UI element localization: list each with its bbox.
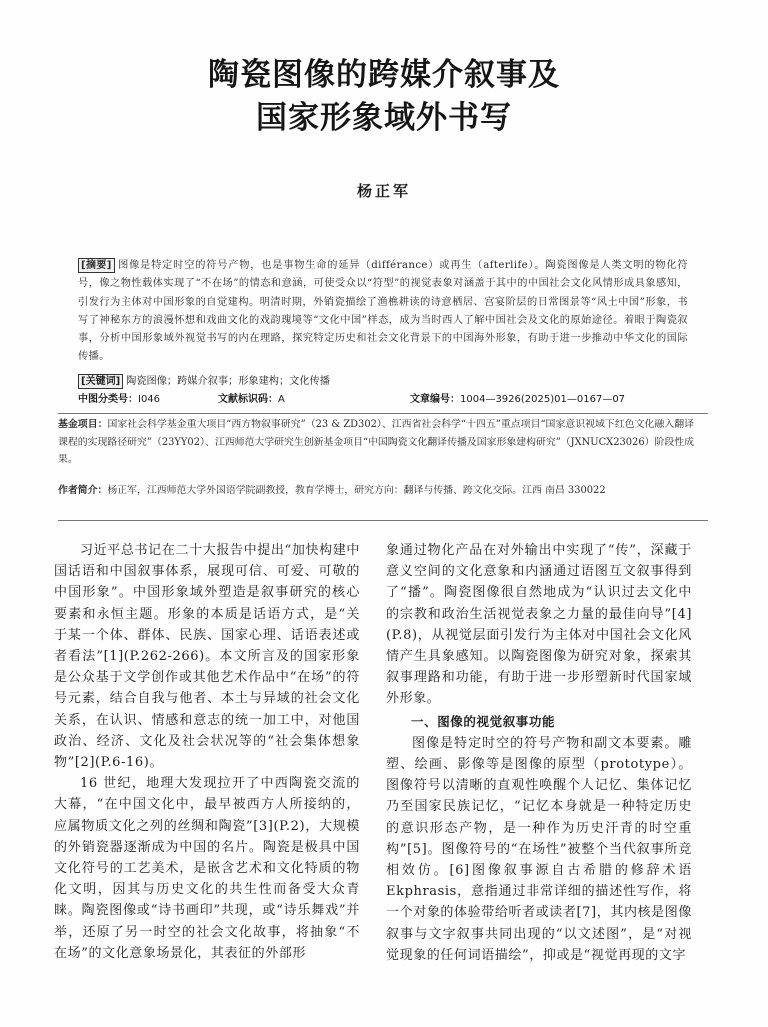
clc-value: I046 xyxy=(138,394,161,405)
abstract-label: [摘要] xyxy=(78,258,115,273)
paper-title-line-1: 陶瓷图像的跨媒介叙事及 xyxy=(208,57,560,93)
article-number-label: 文章编号： xyxy=(410,394,460,405)
keywords-label: [关键词] xyxy=(78,374,123,389)
keywords xyxy=(78,374,330,390)
body-column-left xyxy=(54,540,360,964)
paper-title-line-2: 国家形象域外书写 xyxy=(256,100,512,136)
keywords-text: 陶瓷图像；跨媒介叙事；形象建构；文化传播 xyxy=(126,376,330,387)
author-bio-text: 杨正军，江西师范大学外国语学院副教授，教育学博士，研究方向：翻译与传播、跨文化交际。江西 南昌 330022 xyxy=(107,485,606,496)
paragraph: 图像是特定时空的符号产物和副文本要素。雕塑、绘画、影像等是图像的原型（prototype）。图像符号以清晰的直观性唤醒个人记忆、集体记忆乃至国家民族记忆，“记忆本身就是一种特定历史的意识形态产物，是一种作为历史汗青的时空重构”[5]。图像符号的“在场性”被整个当代叙事所竞相效仿。[6]图像叙事源自古希腊的修辞术语 Ekphrasis，意指通过非常详细的描述性写作，将一个对象的体验带给听者或读者[7]，其内核是图像叙事与文字叙事共同出现的“以文述图”，是“对视觉现象的任何词语描绘”，抑或是“视觉再现的文字 xyxy=(386,735,692,963)
paragraph: 16 世纪，地理大发现拉开了中西陶瓷交流的大幕，“在中国文化中，最早被西方人所接纳的，应属物质文化之列的丝绸和陶瓷”[3](P.2)，大规模的外销瓷器逐渐成为中国的名片。陶瓷是极具中国文化符号的工艺美术，是嵌含艺术和文化特质的物化文明，因其与历史文化的共生性而备受大众青睐。陶瓷图像或“诗书画印”共现，或“诗乐舞戏”并举，还原了另一时空的社会文化故事，将抽象“不在场”的文化意象场景化，其表征的外部形 xyxy=(54,776,360,961)
clc-label: 中图分类号： xyxy=(78,394,138,405)
doc-code-label: 文献标识码： xyxy=(218,394,278,405)
paragraph: 习近平总书记在二十大报告中提出“加快构建中国话语和中国叙事体系，展现可信、可爱、可敬的中国形象”。中国形象域外塑造是叙事研究的核心要素和永恒主题。形象的本质是话语方式，是“关于某一个体、群体、民族、国家心理、话语表述或者看法”[1](P.262-266)。本文所言及的国家形象是公众基于文学创作或其他艺术作品中“在场”的符号元素，结合自我与他者、本土与异域的社会文化关系，在认识、情感和意志的统一加工中，对他国政治、经济、文化及社会状况等的“社会集体想象物”[2](P.6-16)。 xyxy=(54,543,360,771)
body-column-right xyxy=(386,540,692,966)
fund-text: 国家社会科学基金重大项目“西方物叙事研究”（23 & ZD302）、江西省社会科学“十四五”重点项目“国家意识视域下红色文化融入翻译课程的实现路径研究”（23YY02）、江西师范大学研究生创新基金项目“中国陶瓷文化翻译传播及国家形象建构研究”（JXNUCX23026）阶段性成果。 xyxy=(58,419,694,465)
abstract xyxy=(78,257,688,367)
fund-label: 基金项目： xyxy=(58,419,108,430)
author-bio-label: 作者简介： xyxy=(58,485,108,496)
section-heading: 一、图像的视觉叙事功能 xyxy=(411,713,556,729)
divider-top xyxy=(58,413,708,414)
doc-code-value: A xyxy=(278,394,285,405)
author-name: 杨正军 xyxy=(356,182,411,200)
author-bio xyxy=(58,482,694,500)
article-number-value: 1004—3926(2025)01—0167—07 xyxy=(460,394,626,405)
fund-note xyxy=(58,416,694,469)
paragraph: 象通过物化产品在对外输出中实现了“传”，深藏于意义空间的文化意象和内涵通过语图互文叙事得到了“播”。陶瓷图像很自然地成为“认识过去文化中的宗教和政治生活视觉表象之力量的最佳向导”[4](P.8)，从视觉层面引发行为主体对中国社会文化风情产生具象感知。以陶瓷图像为研究对象，探索其叙事理路和功能，有助于进一步形塑新时代国家域外形象。 xyxy=(386,543,692,707)
divider-bottom xyxy=(58,520,708,521)
abstract-text: 图像是特定时空的符号产物，也是事物生命的延异（différance）或再生（afterlife）。陶瓷图像是人类文明的物化符号，像之物性载体实现了“不在场”的情态和意涵，可使受众以“符型”的视觉表象对涵盖于其中的中国社会文化风情形成具象感知，引发行为主体对中国形象的自觉建构。明清时期，外销瓷描绘了渔樵耕读的诗意栖居、宫宴阶层的日常图景等“风土中国”形象，书写了神秘东方的浪漫怀想和戏曲文化的戏韵瑰境等“文化中国”样态，成为当时西人了解中国社会及文化的原始途径。着眼于陶瓷叙事，分析中国形象域外视觉书写的内在理路，探究特定历史和社会文化背景下的中国海外形象，有助于进一步推动中华文化的国际传播。 xyxy=(78,260,688,363)
